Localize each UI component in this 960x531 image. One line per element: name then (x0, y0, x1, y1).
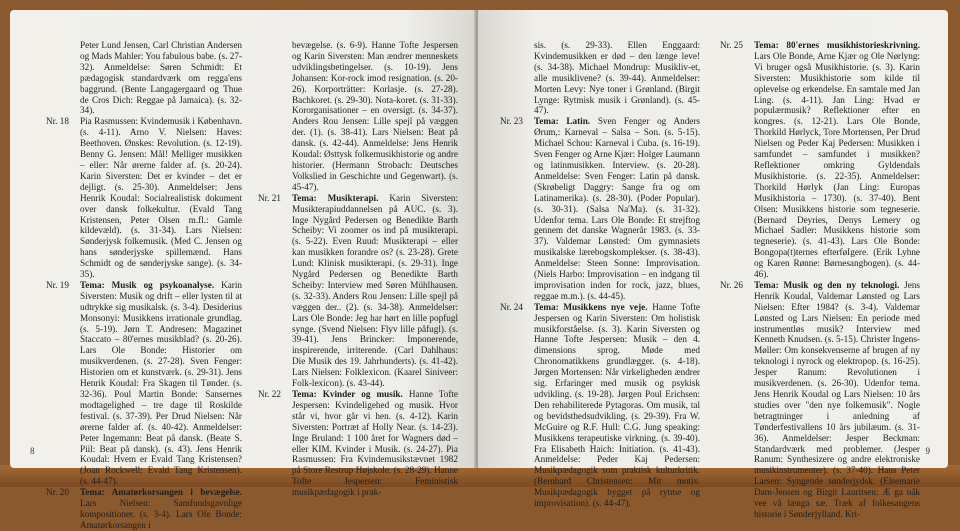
left-page (10, 10, 476, 530)
issue-number: Nr. 23 (500, 116, 523, 127)
entry-text: Hanne Tofte Jespersen: Kvindeligehed og musik. Hvor står vi, hvor går vi hen. (s. 4-12). Karin Siversten: Portræt af Holly Near. (s. 14-23). Inge Bruland: 1 100 året for Wagners død – eller KIM. Kvinder i Musik. (s. 24-27). Pia Rasmussen: Fra Kvindemusikstævnet 1982 på Store Restrup Højskole. (s. 28-29). Hanne Tofte Jespersen: Feministisk musikpædagogik i prak- (292, 389, 459, 498)
index-entry (500, 40, 700, 116)
issue-theme: Tema: Musik og den ny teknologi. (754, 279, 900, 290)
entry-text: Hanne Tofte Jespersen og Karin Siversten: Om holistisk musikforståelse. (s. 3). Karin Siversten og Hanne Tofte Jespersen: Musik – den 4. dimensions sprog. Møde med Chronomatikkens grundlægger. (s. 4-18). Jørgen Mortensen: Når virkeligheden ændrer sig. Erfaringer med musik og psykisk udvikling. (s. 19-28). Jørgen Poul Erichsen: Den rehabiliterede Pytagoras. Om musik, tal og bevidsthedsudvikling. (s. 29-39). Fra W. McGuire og R.F. Hull: C.G. Jung speaking: Musikkens terapeutiske virkning. (s. 39-40). Fra Elisabeth Haich: Initiation. (s. 41-43). Anmeldelse: Peder Kaj Pedersen: Musikpædagogik som praktisk kulturkritik. (Bernhard Christensen: Mit motiv. Musikpædagogik bygget på rytme og improvisation). (s. 44-47). (534, 301, 700, 509)
issue-theme: Tema: Musik og psykoanalyse. (80, 279, 215, 290)
issue-number: Nr. 22 (258, 389, 281, 399)
issue-number: Nr. 24 (500, 301, 523, 312)
entry-text: Lars Nielsen: Samfundsgavnlige kompositioner. (s. 3-4). Lars Ole Bonde: Amatørkorsangen i (80, 498, 242, 530)
issue-theme: Tema: Kvinder og musik. (292, 389, 403, 399)
issue-number: Nr. 21 (258, 192, 281, 203)
left-column-1 (46, 40, 242, 531)
index-entry (46, 116, 242, 280)
entry-text: Peter Lund Jensen, Carl Christian Andersen og Mads Mahler: You fabulous babe. (s. 27-32). Anmeldelse: Søren Schmidt: Et pædagogisk standardværk om regga'ens baggrund. (Bente Langagergaard og Thue de Cros Dich: Reggae på Jamaica). (s. 32-34). (80, 40, 242, 116)
left-column-2 (258, 40, 458, 498)
page-number-right: 9 (925, 446, 930, 456)
entry-text: Lars Ole Bonde, Arne Kjær og Ole Nørlyng: Vi bruger også Musikhistorie. (s. 3). Karin Siversten: Musikhistorie som kilde til oplevelse og erkendelse. En samtale med Jan Ling. (s. 4-11). Jan Ling: Hvad er populærmusik? Reflektioner efter en kongres. (s. 12-21). Lars Ole Bonde, Thorkild Hørlyck, Tore Mortensen, Per Drud Nielsen og Peder Kaj Pedersen: Musikken i samfundet – samfundet i musikken? Reflektioner omkring Gyldendals Musikhistorie. (s. 22-35). Anmeldelser: Thorkild Hørlyk (Jan Ling: Europas Musikhistoria – 1730). (s. 37-40). Bent Olsen: Musikkens historie som tegneserie. (Bernard Deyries, Denys Lemery og Michael Sadler: Musikkens historie som tegneserie). (s. 41-43). Lars Ole Bonde: Bongopa(t)ternes efterføIgere. (Erik Lyhne og Karen Rønne: Børnesangbogen). (s. 44-46). (754, 50, 920, 280)
index-entry (720, 40, 920, 280)
index-entry (258, 389, 458, 498)
entry-text: sis. (s. 29-33). Ellen Enggaard: Kvindemusikken er død – den længe leve! (s. 34-38). Michael Mondrup: Musikliv-et, alle musiklivene? (s. 39-44). Anmeldelser: Morten Levy: Nye toner i Grønland. (Birgit Lynge: Rytmisk musik i Grønland). (s. 45-47). (534, 40, 700, 116)
index-entry (500, 302, 700, 509)
issue-theme: Tema: 80'ernes musikhistorieskrivning. (754, 40, 920, 50)
entry-text: Jens Henrik Koudal, Valdemar Lønsted og Lars Nielsen: Efter 1984? (s. 3-4). Valdemar Lønsted og Lars Nielsen: En periode med instrumentløs musik? Interview med Kenneth Knudsen. (s. 5-15). Christer Ingens-Møller: Om konsekvenserne af brugen af ny teknologi i nyrock og elektropop. (s. 16-25). Jesper Ranum: Revolutionen i musikverdenen. (s. 26-30). Udenfor tema. Jens Henrik Koudal og Lars Nielsen: 10 års studies over "den nye folkemusik". Nogle betragtninger i anledning af Tønderfestivallens 10 års jubilæum. (s. 31-36). Anmeldelser: Jesper Beckman: Standardværk med problemer. (Jesper Ranum: Synthesizere og andre elektroniske musikinstrumenter). (s. 37-40). Hans Peter Larsen: Syngende sønderjydsk. (Elsemarie Dam-Jensen og Birgit Lauritsen: Æ ga nåk vee vå længa sæ. Træk af folkesangens historie i Sønderjylland. Kri- (754, 279, 920, 519)
issue-number: Nr. 19 (46, 279, 69, 290)
issue-number: Nr. 18 (46, 116, 69, 127)
entry-text: bevægelse. (s. 6-9). Hanne Tofte Jespersen og Karin Siversten: Man ændrer menneskets udviklingsbetingelser. (s. 10-19). Jens Johansen: Kor-rock imod resignation. (s. 20-26). Korporträtter: Korlasje. (s. 27-28). Bachkoret. (s. 29-30). Nota-koret. (s. 31-33). Kororganisationer – en oversigt. (s. 34-37). Anders Rou Jensen: Lille spejl på væggen der. (1). (s. 38-41). Lars Nielsen: Beat på dansk. (s. 42-44). Anmeldelse: Jens Henrik Koudal: Østtysk folkemusikhistorie og andre historier. (Hermann Strobach: Deutsches Volkslied in Geschichte und Gegenwart). (s. 45-47). (292, 40, 458, 192)
index-entry (720, 280, 920, 520)
index-entry (46, 280, 242, 487)
issue-theme: Tema: Musikterapi. (292, 192, 379, 203)
issue-number: Nr. 25 (720, 40, 743, 50)
page-number-left: 8 (30, 446, 35, 456)
entry-text: Sven Fenger og Anders Ørum,: Karneval – Salsa – Son. (s. 5-15). Michael Schou: Karneval i Cuba. (s. 16-19). Sven Fenger og Arne Kjær: Holger Laumann og latinmusikken. Interview. (s. 20-28). Anmeldelse: Sven Fenger: Latin på dansk. (Skrøbeligt Daggry: Sange fra og om Latinamerika). (s. 28-30). (Poder Popular). (s. 30-31). (Salsa Na'Ma). (s. 31-32). Udenfor tema. Lars Ole Bonde: Et strejftog gennem det danske Wagnerår 1983. (s. 33-37). Valdemar Lønsted: Om gymnasiets musikalske lærebogskomplekser. (s. 38-43). Anmeldelse: Steen Sonne: Improvisation. (Niels Harbo: Improvisation – en indgang til improvisation inden for rock, jazz, blues, reggae m.m.). (s. 44-45). (534, 116, 700, 301)
index-entry (500, 116, 700, 301)
index-entry (46, 40, 242, 116)
issue-number: Nr. 26 (720, 279, 743, 290)
right-column-1 (500, 40, 700, 509)
entry-text: Pia Rasmussen: Kvindemusik i København. (s. 4-11). Arno V. Nielsen: Haves: Beethoven. Ønskes: Revolution. (s. 12-19). Benny G. Jensen: Mål! Melliger musikken – eller: Når ørerne falder af. (s. 20-24). Karin Siversten: Det er kvinder – det er dejligt. (s. 25-30). Anmeldelser: Jens Henrik Koudal: Socialrealistisk dokument over dansk folkekultur. (Evald Tang Kristensen, Peter Olsen m.fl.: Gamle kildevæld). (s. 31-34). Lars Nielsen: Sønderjysk folkemusik. (Med C. Jensen og hans sønderjyske spillemænd. Hans Schmidt og de sønderjyske sange). (s. 34-35). (80, 116, 242, 280)
entry-text: Karin Siversten: Musikterapiuddannelsen på AUC. (s. 3). Inge Nygård Pedersen og Benedikte Barth Scheiby: Vi zoomer os ind på musikterapi. (s. 5-22). Even Ruud: Musikterapi – eller kan musikken forandre os? (s. 23-28). Grete Lund: Klinisk musikterapi. (s. 29-31). Inge Nygård Pedersen og Benedikte Barth Scheiby: Interview med Søren Mühlhausen. (s. 32-33). Anders Rou Jensen: Lille spejl på væggen der.. (2). (s. 34-38). Anmeldelser: Lars Ole Bonde: Jeg har hørt en lille popfugl synge. (Svend Nielsen: Flyv lille påfugl). (s. 39-41). Jens Brincker: Imponerende, inspirerende, irriterende. (Carl Dahlhaus: Die Musik des 19. Jahrhunderts). (s. 41-42). Lars Nielsen: Folklexicon. (Kaarel Siniveer: Folk-lexicon). (s. 43-44). (292, 192, 458, 389)
right-column-2 (720, 40, 920, 520)
right-page (478, 10, 948, 519)
issue-theme: Tema: Musikkens nye veje. (534, 301, 648, 312)
issue-theme: Tema: Amatørkorsangen i bevægelse. (80, 487, 242, 498)
issue-theme: Tema: Latin. (534, 116, 591, 127)
index-entry (258, 40, 458, 193)
index-entry (46, 487, 242, 531)
issue-number: Nr. 20 (46, 487, 69, 498)
index-entry (258, 193, 458, 389)
entry-text: Karin Siversten: Musik og drift – eller lysten til at udtrykke sig musikalsk. (s. 3-4). Desiderius Monsonyi: Musikkens irrationale grundlag. (s. 5-19). Jørn T. Andresen: Magazinet Staccato – 80'ernes musikblad? (s. 20-26). Lars Ole Bonde: Historier om musikverdenen. (s. 27-28). Sven Fenger: Historien om et kunstværk. (s. 29-31). Jens Henrik Koudal: Fra Skagen til Tønder. (s. 32-36). Poul Martin Bonde: Sansernes modtagelighed – tre dage til Roskilde festival. (s. 37-39). Per Drud Nielsen: Når ørerne falder af. (s. 40-42). Anmeldelser: Peter Ingemann: Beat på dansk. (Beate S. Piil: Beat på dansk). (s. 43). Jens Henrik Koudal: Hvem er Evald Tang Kristensen? (Joan Rockwell: Evald Tang Kristensen). (s. 44-47). (80, 279, 242, 487)
